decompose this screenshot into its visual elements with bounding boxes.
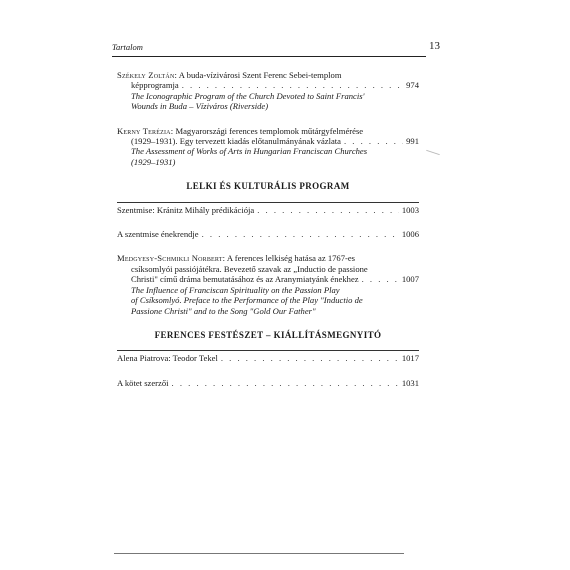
leader-dots (172, 378, 399, 388)
leader-dots (362, 274, 399, 284)
toc-entry-heading (117, 253, 355, 263)
section-title: FERENCES FESTÉSZET – KIÁLLÍTÁSMEGNYITÓ (154, 329, 382, 340)
english-title-line: Passione Christi" and to the Song "Gold Our Father" (131, 305, 316, 316)
toc-title: Alena Piatrova: Teodor Tekel (117, 353, 218, 364)
toc-entry[interactable] (117, 253, 419, 315)
table-of-contents (117, 70, 419, 402)
toc-entry-heading (117, 70, 342, 80)
english-title-line: The Assessment of Works of Arts in Hungarian Franciscan Churches (131, 146, 368, 157)
leader-dots (202, 229, 399, 239)
toc-page: 1031 (401, 377, 419, 388)
toc-entry[interactable] (117, 70, 419, 112)
toc-title: A ferences lelkiség hatása az 1767-es (226, 253, 356, 264)
toc-line (117, 80, 419, 90)
page-header (112, 40, 440, 57)
leader-dots (344, 136, 403, 146)
toc-line (117, 378, 419, 388)
leader-dots (221, 353, 399, 363)
toc-entry-heading (117, 126, 363, 136)
toc-title-cont: csíksomlyói passiójátékra. Bevezető szavak az „Inductio de passione (131, 263, 368, 274)
toc-title: Szentmise: Kránitz Mihály prédikációja (117, 204, 255, 215)
running-title: Tartalom (112, 42, 143, 52)
english-title-line: Wounds in Buda – Víziváros (Riverside) (131, 101, 269, 112)
toc-page: 1007 (401, 274, 419, 285)
leader-dots (182, 80, 403, 90)
toc-line (117, 136, 419, 146)
toc-entry[interactable] (117, 378, 419, 388)
toc-title: Magyarországi ferences templomok műtárgyfelmérése (175, 125, 364, 136)
toc-title: A buda-vízivárosi Szent Ferenc Sebei-templom (178, 70, 342, 80)
page-number: 13 (429, 40, 440, 52)
section-rule (117, 350, 419, 351)
toc-line (117, 229, 419, 239)
toc-line (117, 70, 419, 80)
english-title (117, 146, 419, 167)
toc-page: 1017 (401, 353, 419, 364)
toc-page: 991 (406, 136, 419, 147)
toc-line (117, 126, 419, 136)
toc-page: 1006 (401, 229, 419, 240)
toc-line (117, 353, 419, 363)
section-title: LELKI ÉS KULTURÁLIS PROGRAM (186, 181, 350, 192)
toc-title: A kötet szerzői (117, 377, 169, 388)
toc-line (117, 274, 419, 284)
english-title-line: of Csíksomlyó. Preface to the Performance of the Play "Inductio de (131, 295, 363, 306)
toc-author: Székely Zoltán: (117, 70, 178, 80)
page-bottom-rule (114, 553, 404, 554)
toc-line (117, 253, 419, 263)
toc-title-cont: képprogramja (131, 80, 179, 91)
toc-line (117, 264, 419, 274)
toc-author: Medgyesy-Schmikli Norbert: (117, 253, 226, 264)
english-title-line: (1929–1931) (131, 156, 176, 167)
english-title (117, 91, 419, 112)
toc-entry[interactable] (117, 126, 419, 168)
toc-title-cont: Christi" című dráma bemutatásához és az Aranymiatyánk énekhez (131, 274, 359, 285)
toc-entry[interactable] (117, 229, 419, 239)
toc-title-cont: (1929–1931). Egy tervezett kiadás előtanulmányának vázlata (131, 136, 341, 147)
toc-page: 1003 (401, 204, 419, 215)
english-title-line: The Influence of Franciscan Spirituality on the Passion Play (131, 284, 340, 295)
scan-mark (426, 150, 440, 155)
english-title-line: The Iconographic Program of the Church Devoted to Saint Francis' (131, 90, 365, 101)
toc-page: 974 (406, 80, 419, 91)
toc-author: Kerny Terézia: (117, 125, 174, 136)
toc-entry[interactable] (117, 353, 419, 363)
toc-title: A szentmise énekrendje (117, 229, 199, 240)
toc-entry[interactable] (117, 205, 419, 215)
toc-line (117, 205, 419, 215)
section-rule (117, 202, 419, 203)
leader-dots (257, 205, 399, 215)
english-title (117, 285, 419, 316)
